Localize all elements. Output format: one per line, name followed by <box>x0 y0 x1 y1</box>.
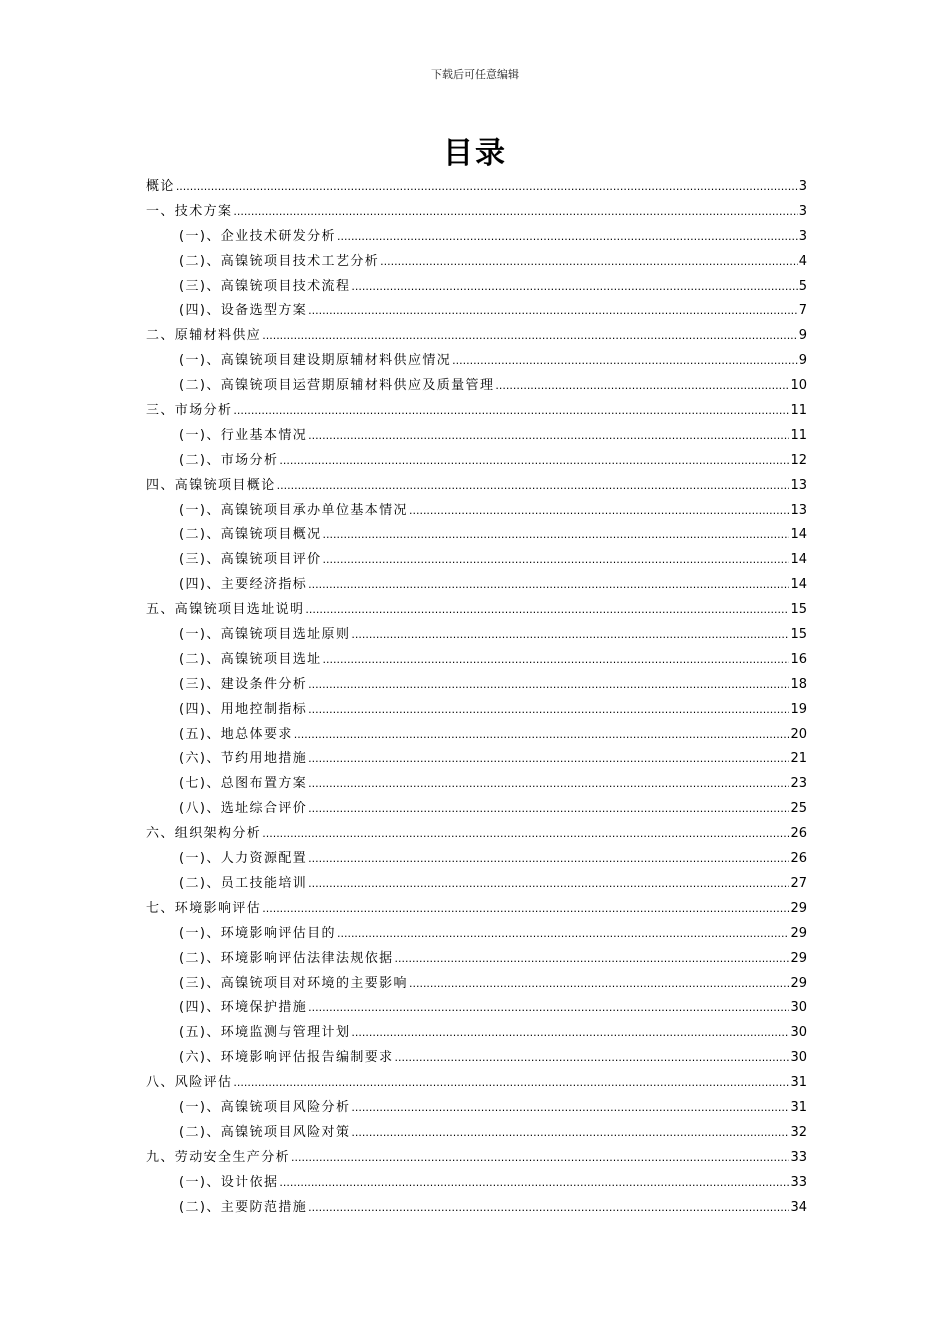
toc-entry-page: 5 <box>798 278 807 294</box>
toc-entry[interactable] <box>146 648 807 673</box>
toc-entry-label: (七)、总图布置方案 <box>179 776 308 792</box>
toc-dot-leader <box>452 349 798 374</box>
toc-entry-page: 33 <box>790 1174 807 1190</box>
toc-entry-page: 29 <box>790 900 807 916</box>
toc-entry[interactable] <box>146 1171 807 1196</box>
toc-entry-label: (五)、环境监测与管理计划 <box>179 1025 351 1041</box>
toc-entry-page: 26 <box>790 851 807 867</box>
toc-entry[interactable] <box>146 175 807 200</box>
toc-entry[interactable] <box>146 523 807 548</box>
toc-entry[interactable] <box>146 374 807 399</box>
toc-dot-leader <box>351 1096 789 1121</box>
toc-entry-label: 七、环境影响评估 <box>146 900 262 916</box>
toc-dot-leader <box>262 897 789 922</box>
toc-dot-leader <box>323 648 790 673</box>
toc-entry-label: (二)、高镍铳项目运营期原辅材料供应及质量管理 <box>179 378 495 394</box>
toc-entry-page: 14 <box>790 527 807 543</box>
toc-entry[interactable] <box>146 847 807 872</box>
toc-entry[interactable] <box>146 897 807 922</box>
toc-entry-page: 23 <box>790 776 807 792</box>
toc-entry-page: 13 <box>790 502 807 518</box>
toc-title: 目录 <box>443 136 507 171</box>
toc-entry-label: (一)、设计依据 <box>179 1174 279 1190</box>
toc-entry-label: (一)、人力资源配置 <box>179 851 308 867</box>
toc-entry-label: (二)、高镍铳项目技术工艺分析 <box>179 253 380 269</box>
toc-entry-label: (二)、员工技能培训 <box>179 875 308 891</box>
toc-entry-page: 9 <box>798 353 807 369</box>
toc-entry-label: (三)、高镍铳项目评价 <box>179 552 322 568</box>
toc-entry-label: (五)、地总体要求 <box>179 726 293 742</box>
toc-dot-leader <box>308 299 798 324</box>
toc-dot-leader <box>233 1071 789 1096</box>
toc-entry[interactable] <box>146 747 807 772</box>
toc-entry-page: 15 <box>790 627 807 643</box>
toc-entry[interactable] <box>146 474 807 499</box>
toc-entry-label: (一)、环境影响评估目的 <box>179 925 336 941</box>
toc-entry-label: (一)、高镍铳项目建设期原辅材料供应情况 <box>179 353 452 369</box>
toc-entry-label: 九、劳动安全生产分析 <box>146 1149 291 1165</box>
toc-entry-label: (二)、高镍铳项目概况 <box>179 527 322 543</box>
toc-entry-label: (一)、高镍铳项目承办单位基本情况 <box>179 502 408 518</box>
toc-dot-leader <box>308 772 789 797</box>
toc-entry[interactable] <box>146 872 807 897</box>
toc-dot-leader <box>308 1196 789 1221</box>
toc-entry-page: 3 <box>798 203 807 219</box>
toc-entry-page: 10 <box>790 378 807 394</box>
toc-dot-leader <box>308 573 789 598</box>
toc-dot-leader <box>337 225 798 250</box>
toc-entry-label: (二)、高镍铳项目选址 <box>179 651 322 667</box>
toc-entry[interactable] <box>146 698 807 723</box>
toc-entry-label: (二)、高镍铳项目风险对策 <box>179 1124 351 1140</box>
toc-entry-page: 25 <box>790 801 807 817</box>
toc-entry-page: 30 <box>790 1025 807 1041</box>
toc-entry-page: 18 <box>790 676 807 692</box>
toc-entry[interactable] <box>146 1071 807 1096</box>
toc-entry-label: 五、高镍铳项目选址说明 <box>146 602 305 618</box>
toc-entry-page: 29 <box>790 950 807 966</box>
toc-entry-page: 30 <box>790 1050 807 1066</box>
toc-dot-leader <box>262 324 798 349</box>
toc-dot-leader <box>233 399 789 424</box>
toc-dot-leader <box>305 598 789 623</box>
toc-entry[interactable] <box>146 1046 807 1071</box>
toc-entry-label: (一)、企业技术研发分析 <box>179 228 336 244</box>
toc-dot-leader <box>380 250 798 275</box>
toc-dot-leader <box>308 673 789 698</box>
toc-entry-page: 27 <box>790 875 807 891</box>
toc-dot-leader <box>409 499 790 524</box>
toc-entry-page: 4 <box>798 253 807 269</box>
table-of-contents <box>146 175 807 1220</box>
toc-entry-page: 33 <box>790 1149 807 1165</box>
toc-entry-page: 14 <box>790 552 807 568</box>
toc-entry-page: 15 <box>790 602 807 618</box>
toc-dot-leader <box>308 698 789 723</box>
toc-entry[interactable] <box>146 1121 807 1146</box>
toc-entry-label: 四、高镍铳项目概论 <box>146 477 276 493</box>
toc-entry[interactable] <box>146 1146 807 1171</box>
toc-entry-page: 7 <box>798 303 807 319</box>
toc-entry-page: 19 <box>790 701 807 717</box>
toc-entry-page: 30 <box>790 1000 807 1016</box>
toc-dot-leader <box>395 1046 790 1071</box>
toc-entry[interactable] <box>146 1021 807 1046</box>
toc-entry[interactable] <box>146 947 807 972</box>
toc-entry-page: 34 <box>790 1199 807 1215</box>
toc-dot-leader <box>176 175 798 200</box>
toc-entry[interactable] <box>146 424 807 449</box>
toc-entry[interactable] <box>146 275 807 300</box>
toc-entry-label: 一、技术方案 <box>146 203 233 219</box>
toc-dot-leader <box>351 1021 789 1046</box>
toc-dot-leader <box>351 1121 789 1146</box>
toc-entry-page: 13 <box>790 477 807 493</box>
toc-entry-page: 29 <box>790 925 807 941</box>
toc-entry-label: (四)、主要经济指标 <box>179 577 308 593</box>
toc-entry-page: 32 <box>790 1124 807 1140</box>
toc-entry[interactable] <box>146 1096 807 1121</box>
toc-entry[interactable] <box>146 922 807 947</box>
toc-entry[interactable] <box>146 250 807 275</box>
toc-dot-leader <box>294 723 790 748</box>
toc-dot-leader <box>291 1146 789 1171</box>
toc-entry-page: 21 <box>790 751 807 767</box>
toc-entry[interactable] <box>146 299 807 324</box>
toc-entry[interactable] <box>146 349 807 374</box>
toc-entry-label: (一)、高镍铳项目选址原则 <box>179 627 351 643</box>
toc-dot-leader <box>277 474 790 499</box>
toc-dot-leader <box>409 972 790 997</box>
toc-entry-page: 31 <box>790 1075 807 1091</box>
toc-entry[interactable] <box>146 573 807 598</box>
toc-entry-label: 二、原辅材料供应 <box>146 328 262 344</box>
toc-entry-page: 16 <box>790 651 807 667</box>
toc-entry[interactable] <box>146 324 807 349</box>
toc-dot-leader <box>279 449 789 474</box>
toc-dot-leader <box>337 922 790 947</box>
toc-dot-leader <box>351 623 789 648</box>
toc-entry-page: 11 <box>790 403 807 419</box>
toc-dot-leader <box>308 847 789 872</box>
toc-entry-page: 29 <box>790 975 807 991</box>
header-note: 下载后可任意编辑 <box>431 68 519 81</box>
toc-entry[interactable] <box>146 548 807 573</box>
toc-entry[interactable] <box>146 200 807 225</box>
toc-entry-page: 12 <box>790 452 807 468</box>
toc-entry-page: 3 <box>798 228 807 244</box>
toc-entry-label: (一)、行业基本情况 <box>179 427 308 443</box>
toc-entry-label: (四)、环境保护措施 <box>179 1000 308 1016</box>
toc-entry-label: 六、组织架构分析 <box>146 826 262 842</box>
toc-entry-label: (四)、设备选型方案 <box>179 303 308 319</box>
toc-entry-label: (六)、环境影响评估报告编制要求 <box>179 1050 394 1066</box>
toc-entry-label: (三)、高镍铳项目对环境的主要影响 <box>179 975 408 991</box>
toc-entry-label: (六)、节约用地措施 <box>179 751 308 767</box>
toc-entry-label: (八)、选址综合评价 <box>179 801 308 817</box>
toc-entry-label: 概论 <box>146 179 175 194</box>
toc-entry[interactable] <box>146 1196 807 1221</box>
toc-entry[interactable] <box>146 598 807 623</box>
toc-dot-leader <box>262 822 789 847</box>
toc-entry[interactable] <box>146 449 807 474</box>
toc-entry-label: (一)、高镍铳项目风险分析 <box>179 1099 351 1115</box>
toc-entry-page: 11 <box>790 427 807 443</box>
toc-entry-page: 26 <box>790 826 807 842</box>
toc-entry[interactable] <box>146 673 807 698</box>
toc-entry-label: (三)、高镍铳项目技术流程 <box>179 278 351 294</box>
toc-entry[interactable] <box>146 772 807 797</box>
toc-entry-page: 31 <box>790 1099 807 1115</box>
toc-dot-leader <box>495 374 789 399</box>
toc-dot-leader <box>395 947 790 972</box>
toc-dot-leader <box>308 747 789 772</box>
toc-dot-leader <box>308 797 789 822</box>
toc-entry-label: (二)、主要防范措施 <box>179 1199 308 1215</box>
toc-entry[interactable] <box>146 972 807 997</box>
toc-entry-label: 三、市场分析 <box>146 403 233 419</box>
toc-entry-label: (四)、用地控制指标 <box>179 701 308 717</box>
toc-entry[interactable] <box>146 797 807 822</box>
toc-dot-leader <box>233 200 797 225</box>
toc-entry[interactable] <box>146 723 807 748</box>
toc-entry[interactable] <box>146 822 807 847</box>
toc-entry-page: 14 <box>790 577 807 593</box>
toc-dot-leader <box>323 523 790 548</box>
toc-dot-leader <box>308 996 789 1021</box>
toc-dot-leader <box>323 548 790 573</box>
toc-entry[interactable] <box>146 499 807 524</box>
toc-entry[interactable] <box>146 225 807 250</box>
toc-dot-leader <box>308 424 789 449</box>
toc-entry-page: 3 <box>798 179 807 194</box>
toc-dot-leader <box>279 1171 789 1196</box>
toc-entry[interactable] <box>146 996 807 1021</box>
toc-dot-leader <box>308 872 789 897</box>
toc-entry-page: 9 <box>798 328 807 344</box>
toc-entry-label: (二)、市场分析 <box>179 452 279 468</box>
toc-entry-label: (三)、建设条件分析 <box>179 676 308 692</box>
toc-entry[interactable] <box>146 399 807 424</box>
toc-entry-page: 20 <box>790 726 807 742</box>
toc-entry-label: (二)、环境影响评估法律法规依据 <box>179 950 394 966</box>
toc-entry-label: 八、风险评估 <box>146 1075 233 1091</box>
toc-entry[interactable] <box>146 623 807 648</box>
toc-dot-leader <box>351 275 797 300</box>
